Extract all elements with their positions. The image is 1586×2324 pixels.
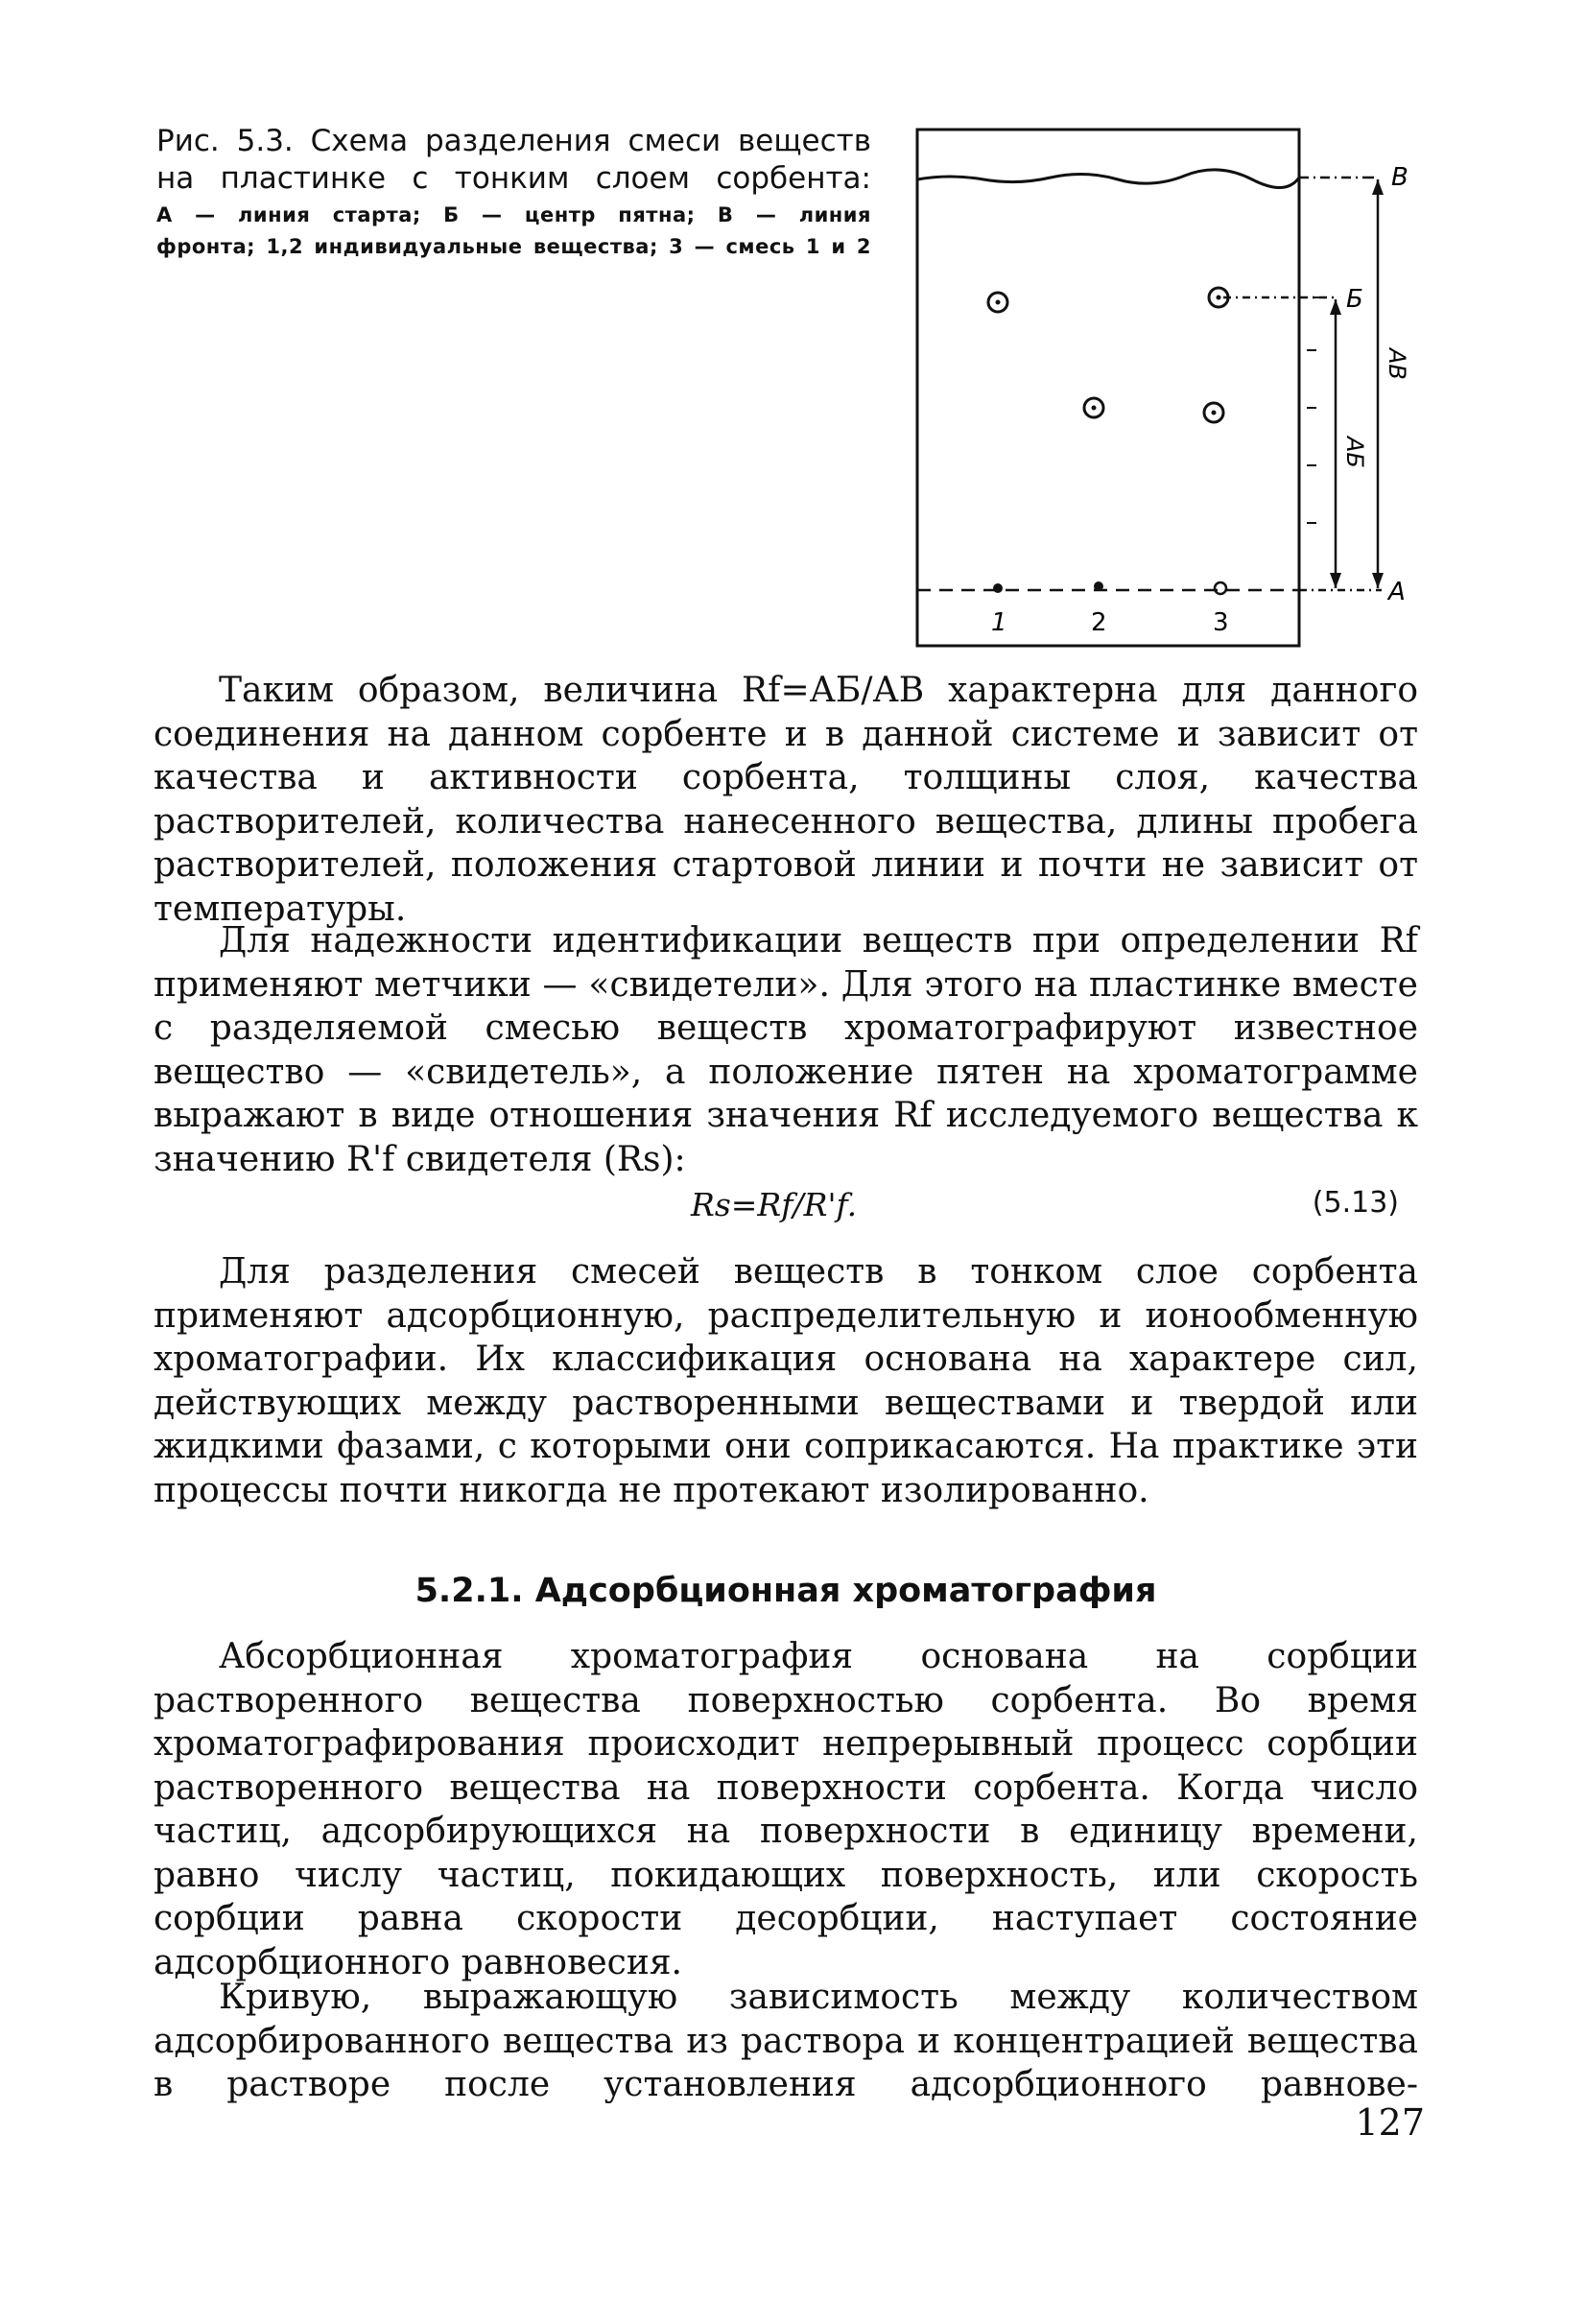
section-heading: 5.2.1. Адсорбционная хроматография (414, 1572, 1157, 1610)
plate-outline (917, 130, 1299, 646)
caption-legend-1: А — линия старта; Б — центр пятна; В — линия (156, 203, 871, 226)
figure-caption (156, 123, 871, 261)
ab-arrow-head-bottom (1330, 573, 1341, 588)
lane-label-3: 3 (1213, 608, 1229, 637)
formula-number: (5.13) (1312, 1186, 1399, 1220)
paragraph-3-text: Для разделения смесей веществ в тонком слое сорбента применяют адсорбционную, распределительную и ионообменную хроматографии. Их классификация основана на характере сил, действующих между растворенными веществами и твердой или жидкими фазами, с которыми они соприкасаются. На практике эти процессы почти никогда не протекают изолированно. (154, 1252, 1418, 1510)
label-start-a: А (1388, 578, 1406, 606)
solvent-front-line (917, 170, 1299, 188)
formula-expression: Rs=Rf/R'f. (691, 1186, 858, 1223)
caption-title-cont: на пластинке с тонким слоем сорбента: (156, 161, 871, 196)
body-paragraph-3 (154, 1250, 1418, 1512)
label-spot-b: Б (1346, 285, 1363, 314)
paragraph-4-text: Абсорбционная хроматография основана на сорбции растворенного вещества поверхностью сорбента. Во время хроматографирования происходит непрерывный процесс сорбции растворенного вещества на поверхности сорбента. Когда число частиц, адсорбирующихся на поверхности в единицу времени, равно числу частиц, покидающих поверхность, или скорость сорбции равна скорости десорбции, наступает состояние адсорбционного равновесия. (154, 1637, 1418, 1982)
caption-legend-2: фронта; 1,2 индивидуальные вещества; 3 — смесь 1 и 2 (156, 235, 871, 258)
av-arrow-head-top (1372, 179, 1384, 195)
paragraph-1-text: Таким образом, величина Rf=АБ/АВ характерна для данного соединения на данном сорбенте и в данной системе и зависит от качества и активности сорбента, толщины слоя, качества растворителей, количества нанесенного вещества, длины пробега растворителей, положения стартовой линии и почти не зависит от температуры. (154, 671, 1418, 929)
ab-arrow-head-top (1330, 299, 1341, 315)
start-point-3 (1215, 582, 1226, 594)
paragraph-2-text: Для надежности идентификации веществ при определении Rf применяют метчики — «свидетели». Для этого на пластинке вместе с разделяемой смесью веществ хроматографируют известное вещество — «свидетель», а положение пятен на хроматограмме выражают в виде отношения значения Rf исследуемого вещества к значению R'f свидетеля (Rs): (154, 921, 1418, 1179)
label-front-v: В (1391, 163, 1408, 192)
start-point-1 (993, 583, 1003, 593)
formula-5-13 (154, 1186, 1418, 1234)
av-arrow-head-bottom (1372, 573, 1384, 588)
tlc-plate-figure (892, 120, 1430, 652)
caption-title: Рис. 5.3. Схема разделения смеси веществ (156, 124, 871, 158)
tlc-plate-diagram (892, 120, 1430, 652)
lane-label-1: 1 (991, 608, 1007, 637)
page-number: 127 (1355, 2101, 1425, 2144)
start-point-2 (1094, 581, 1103, 591)
paragraph-5-text: Кривую, выражающую зависимость между количеством адсорбированного вещества из раствора и концентрацией вещества в растворе после установления адсорбционного равнове- (154, 1978, 1418, 2104)
label-ab: АБ (1341, 437, 1368, 468)
lane-label-2: 2 (1091, 608, 1107, 637)
body-paragraph-2 (154, 919, 1418, 1181)
body-paragraph-5 (154, 1976, 1418, 2107)
body-paragraph-4 (154, 1635, 1418, 1984)
label-av: АВ (1384, 348, 1410, 380)
body-paragraph-1 (154, 669, 1418, 931)
